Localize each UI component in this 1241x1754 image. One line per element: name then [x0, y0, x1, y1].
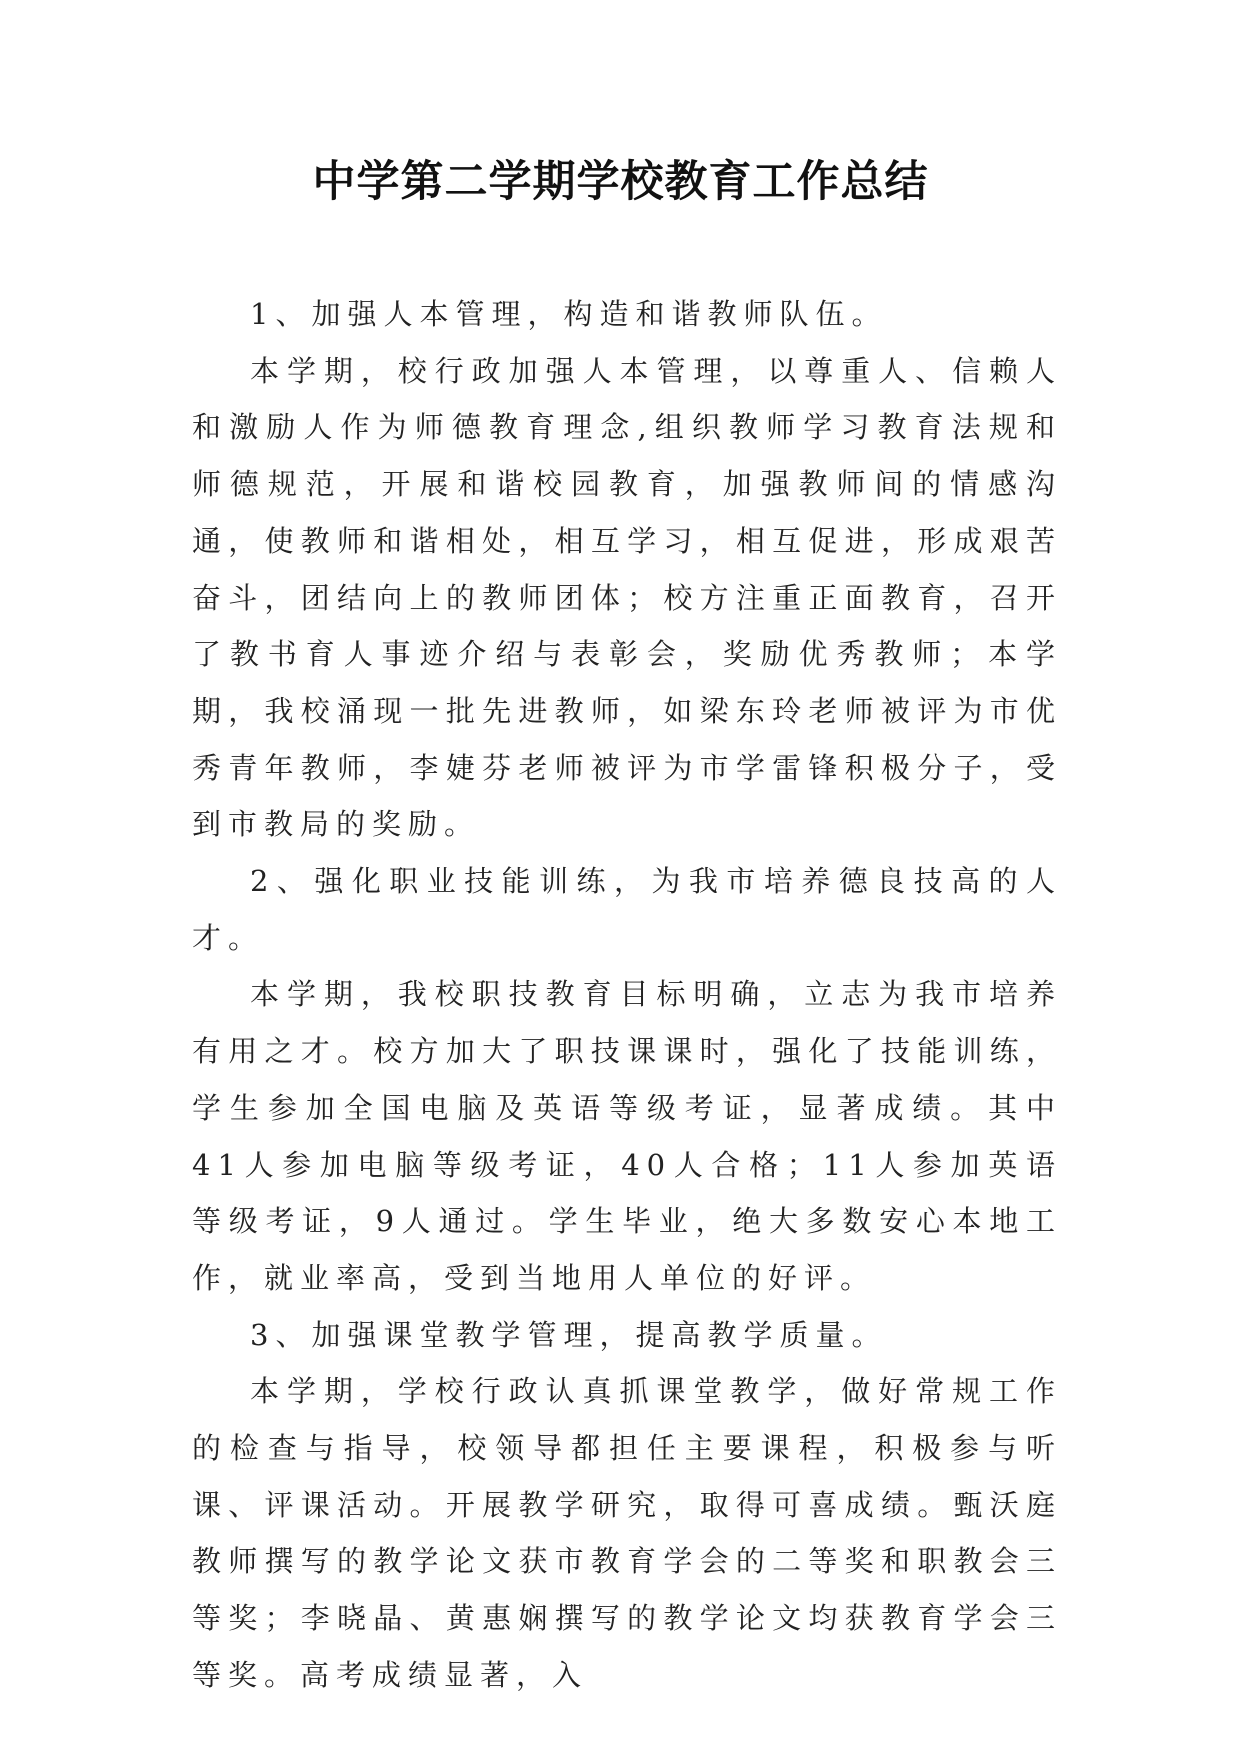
section-heading-2: 2、强化职业技能训练，为我市培养德良技高的人才。 — [192, 864, 1062, 955]
document-title: 中学第二学期学校教育工作总结 — [312, 157, 929, 207]
paragraph-2: 本学期，我校职技教育目标明确，立志为我市培养有用之才。校方加大了职技课课时，强化了技能训练，学生参加全国电脑及英语等级考证，显著成绩。其中41人参加电脑等级考证，40人合格；11人参加英语等级考证，9人通过。学生毕业，绝大多数安心本地工作，就业率高，受到当地用人单位的好评。 — [192, 977, 1062, 1295]
section-heading-3: 3、加强课堂教学管理，提高教学质量。 — [250, 1317, 888, 1352]
section-heading-1: 1、加强人本管理，构造和谐教师队伍。 — [250, 297, 888, 331]
document-body — [192, 286, 1062, 1704]
paragraph-1: 本学期，校行政加强人本管理，以尊重人、信赖人和激励人作为师德教育理念,组织教师学习教育法规和师德规范，开展和谐校园教育，加强教师间的情感沟通，使教师和谐相处，相互学习，相互促进，形成艰苦奋斗，团结向上的教师团体；校方注重正面教育，召开了教书育人事迹介绍与表彰会，奖励优秀教师；本学期，我校涌现一批先进教师，如梁东玲老师被评为市优秀青年教师，李婕芬老师被评为市学雷锋积极分子，受到市教局的奖励。 — [192, 353, 1062, 842]
paragraph-3: 本学期，学校行政认真抓课堂教学，做好常规工作的检查与指导，校领导都担任主要课程，积极参与听课、评课活动。开展教学研究，取得可喜成绩。甄沃庭教师撰写的教学论文获市教育学会的二等奖和职教会三等奖；李晓晶、黄惠娴撰写的教学论文均获教育学会三等奖。高考成绩显著，入 — [192, 1374, 1062, 1692]
